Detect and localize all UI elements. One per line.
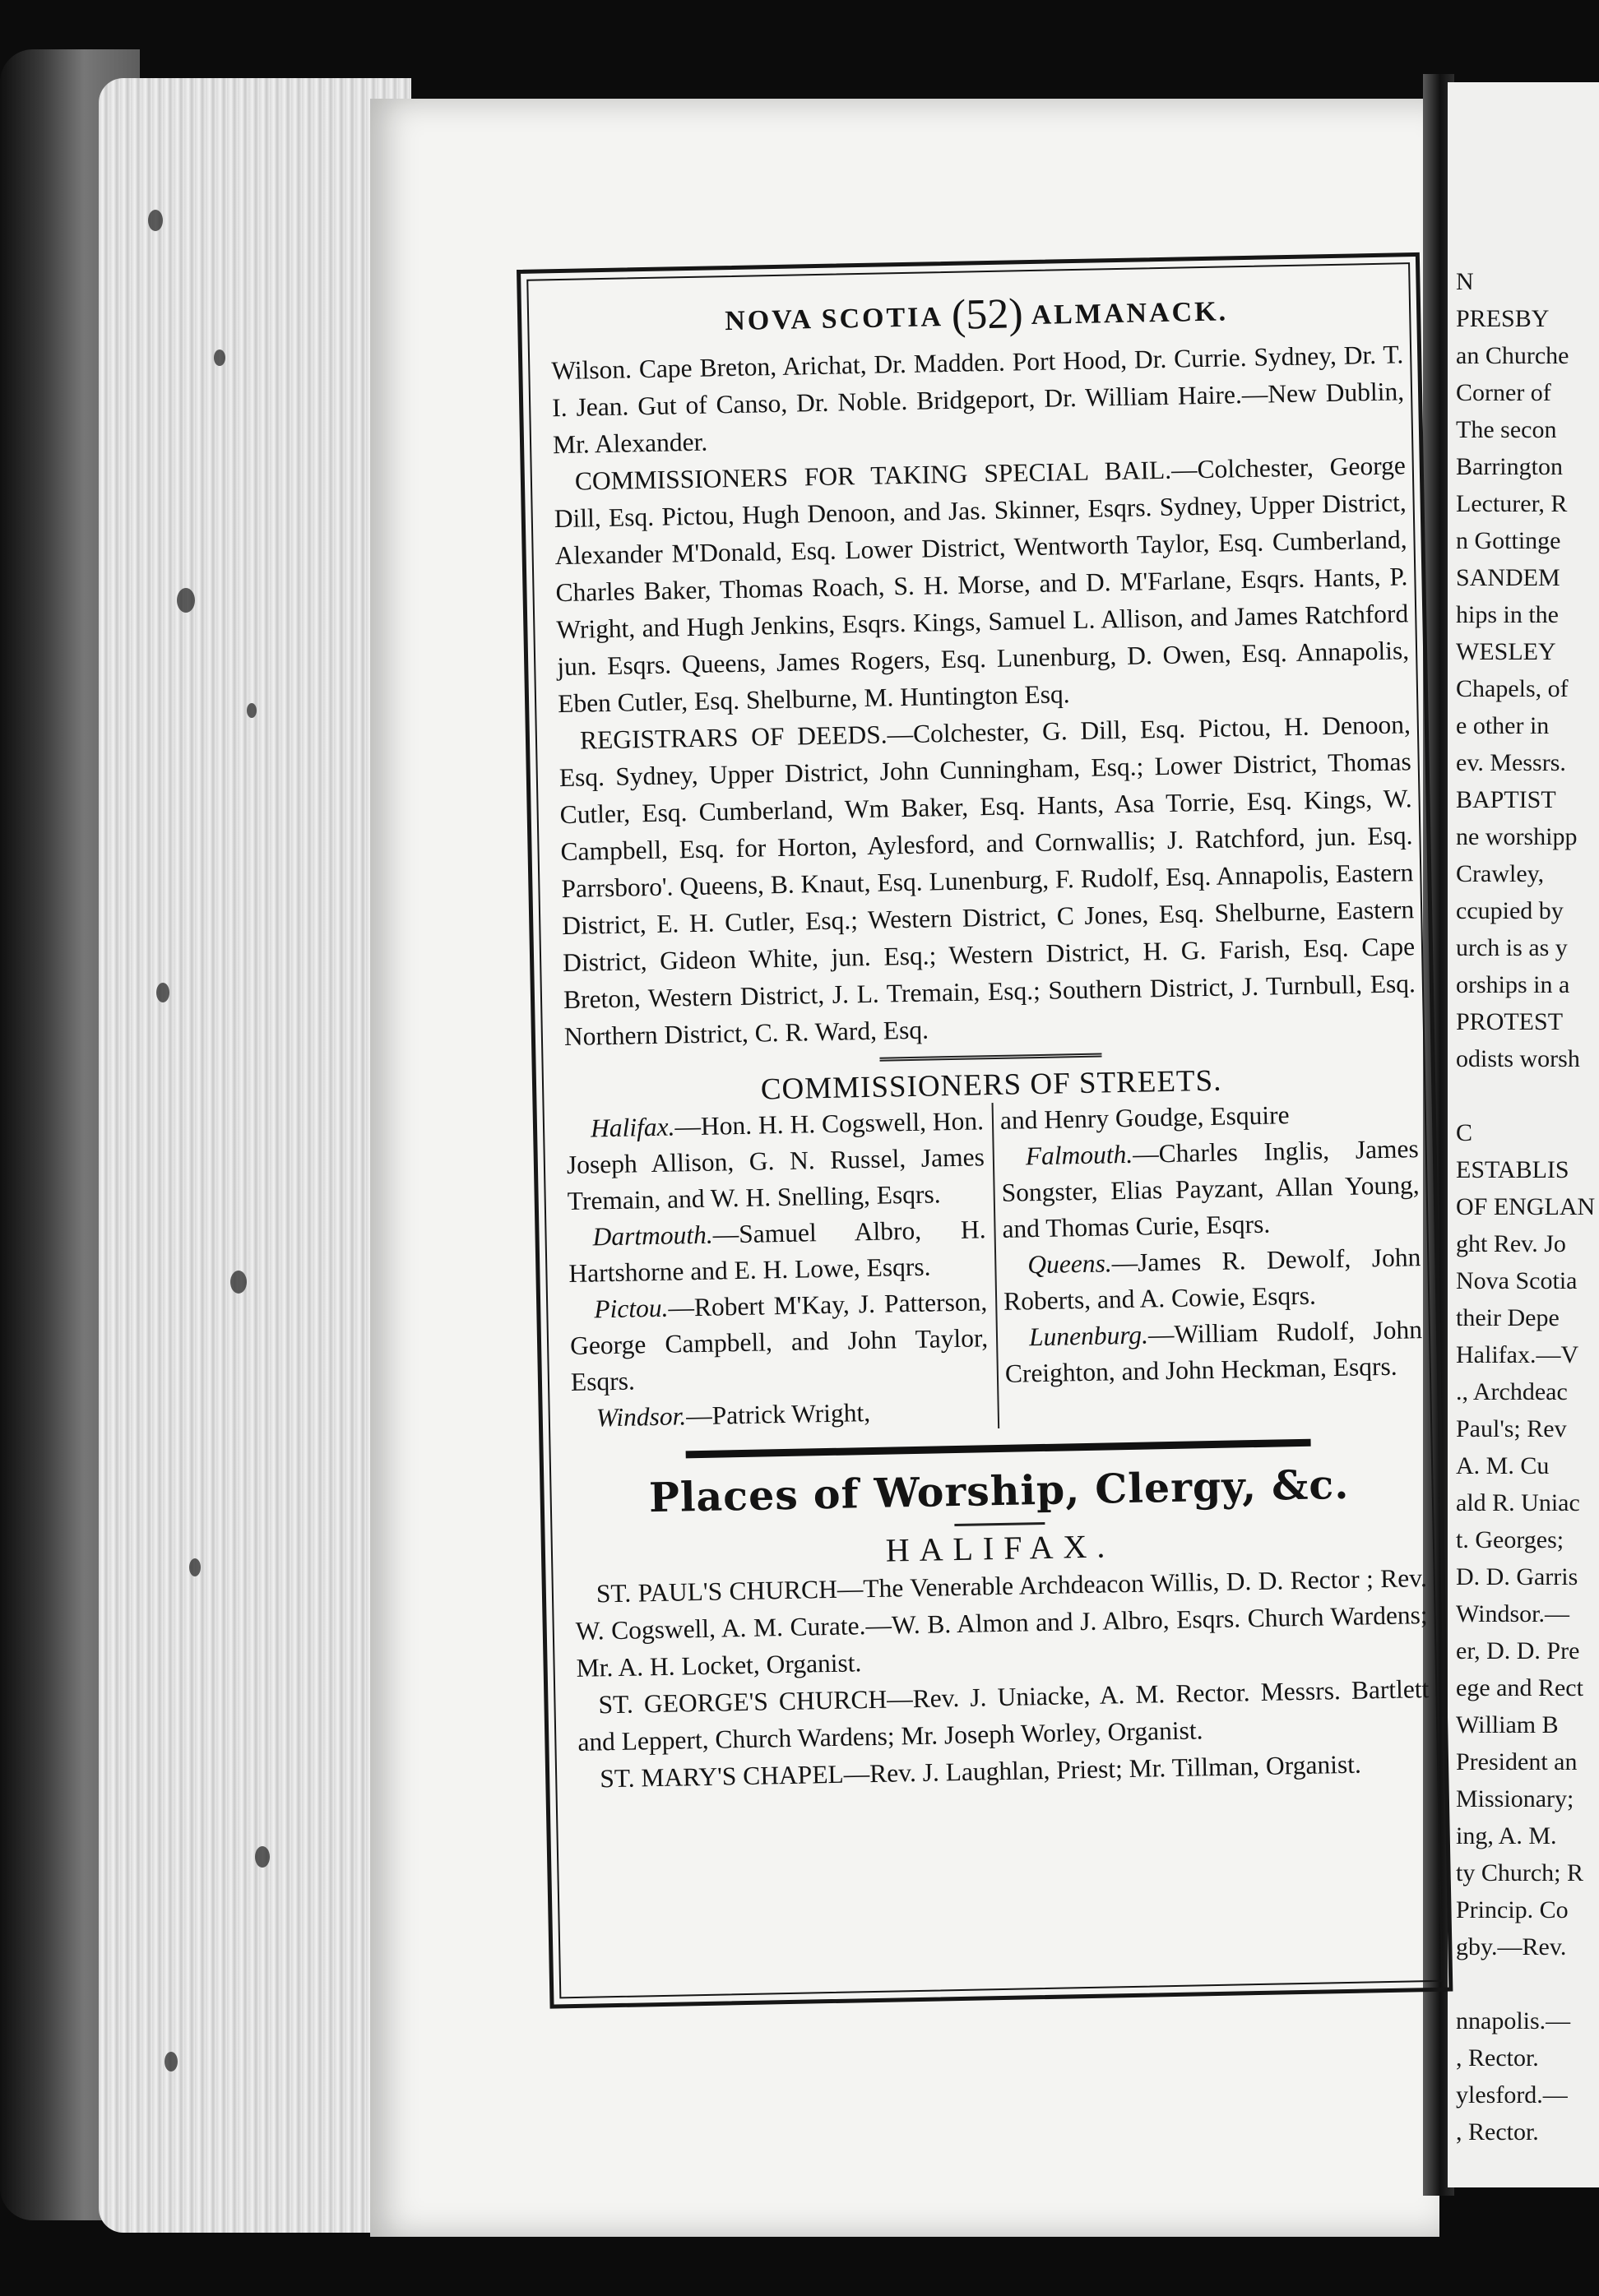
facing-page-line: , Rector. xyxy=(1456,2118,1539,2146)
entry-text: —Patrick Wright, xyxy=(685,1398,871,1431)
facing-page-line: an Churche xyxy=(1456,342,1569,369)
church-details: —Rev. J. Uniacke, A. M. Rector. Messrs. Bartlett and Leppert, Church Wardens; Mr. Joseph Worley, Organist. xyxy=(577,1674,1430,1757)
title-underline xyxy=(954,1522,1045,1526)
worship-title: Places of Worship, Clergy, &c. xyxy=(648,1460,1350,1522)
page-frame xyxy=(517,252,1453,2009)
facing-page-line: Paul's; Rev xyxy=(1456,1415,1567,1442)
streets-columns xyxy=(566,1095,1424,1437)
foxing-spot xyxy=(214,349,225,366)
page-content xyxy=(526,262,1443,1998)
church-details: —Rev. J. Laughlan, Priest; Mr. Tillman, Organist. xyxy=(843,1749,1362,1789)
facing-page-line: OF ENGLAN xyxy=(1456,1193,1596,1220)
facing-page-line: nnapolis.— xyxy=(1456,2007,1571,2034)
foxing-spot xyxy=(165,2052,178,2071)
foxing-spot xyxy=(255,1846,270,1868)
facing-page-line: ege and Rect xyxy=(1456,1674,1583,1701)
facing-page-line xyxy=(1456,1965,1595,2002)
streets-entry xyxy=(1003,1239,1422,1320)
entry-text: —Charles Inglis, James Songster, Elias Payzant, Allan Young, and Thomas Curie, Esqrs. xyxy=(1001,1134,1420,1243)
facing-page-line: SANDEM xyxy=(1456,564,1560,591)
facing-page-line: ty Church; R xyxy=(1456,1859,1583,1886)
facing-page-line: , Rector. xyxy=(1456,2044,1539,2071)
streets-entry xyxy=(1004,1312,1424,1392)
town-name: Lunenburg. xyxy=(1028,1320,1149,1352)
entry-text: —Robert M'Kay, J. Patterson, George Campbell, and John Taylor, Esqrs. xyxy=(569,1287,989,1396)
facing-page-line: ne worshipp xyxy=(1456,823,1578,850)
streets-entry xyxy=(568,1211,987,1292)
town-name: Dartmouth. xyxy=(592,1220,714,1252)
heavy-divider xyxy=(686,1439,1311,1459)
facing-page-line: odists worsh xyxy=(1456,1045,1580,1072)
church-name: ST. MARY'S CHAPEL xyxy=(599,1759,845,1794)
facing-page-line: ., Archdeac xyxy=(1456,1378,1568,1405)
church-details: —The Venerable Archdeacon Willis, D. D. Rector ; Rev. W. Cogswell, A. M. Curate.—W. B. Almon and J. Albro, Esqrs. Church Wardens; Mr. A. H. Locket, Organist. xyxy=(575,1563,1428,1683)
town-name: Halifax. xyxy=(590,1112,675,1143)
facing-page-line: ccupied by xyxy=(1456,897,1564,924)
streets-entry xyxy=(566,1103,985,1220)
foxing-spot xyxy=(156,983,169,1002)
entry-text: —Samuel Albro, H. Hartshorne and E. H. Lowe, Esqrs. xyxy=(568,1215,986,1289)
entry-text: —Hon. H. H. Cogswell, Hon. Joseph Allison, G. N. Russel, James Tremain, and W. H. Snelling, Esqrs. xyxy=(566,1106,985,1216)
facing-page-line: ev. Messrs. xyxy=(1456,749,1566,776)
facing-page-line: e other in xyxy=(1456,712,1550,739)
facing-page-line: gby.—Rev. xyxy=(1456,1933,1567,1960)
facing-page-line: C xyxy=(1456,1119,1473,1146)
foxing-spot xyxy=(148,210,163,231)
facing-page-line: t. Georges; xyxy=(1456,1526,1564,1553)
intro-paragraph: Wilson. Cape Breton, Arichat, Dr. Madden. Port Hood, Dr. Currie. Sydney, Dr. T. I. Jean. Gut of Canso, Dr. Noble. Bridgeport, Dr. William Haire.—New Dublin, Mr. Alexander. xyxy=(551,340,1405,460)
facing-page-line: PRESBY xyxy=(1456,305,1550,332)
facing-page-line: ght Rev. Jo xyxy=(1456,1230,1566,1257)
facing-page-line: ald R. Uniac xyxy=(1456,1489,1580,1516)
page-number: (52) xyxy=(951,290,1024,339)
entry-text: —James R. Dewolf, John Roberts, and A. Cowie, Esqrs. xyxy=(1003,1243,1421,1316)
streets-entry xyxy=(569,1284,989,1400)
facing-page-line: ing, A. M. xyxy=(1456,1822,1557,1849)
streets-entry xyxy=(1000,1131,1420,1248)
facing-page-line: Chapels, of xyxy=(1456,675,1569,702)
foxing-spot xyxy=(177,588,195,613)
church-name: ST. GEORGE'S CHURCH xyxy=(598,1684,888,1720)
facing-page-line: Corner of xyxy=(1456,379,1551,406)
facing-page-line: Crawley, xyxy=(1456,860,1545,887)
facing-page xyxy=(1448,82,1599,2187)
streets-left-column xyxy=(566,1103,999,1437)
facing-page-line: The secon xyxy=(1456,416,1557,443)
facing-page-line: their Depe xyxy=(1456,1304,1560,1331)
town-name: Pictou. xyxy=(593,1293,669,1324)
facing-page-line: President an xyxy=(1456,1748,1578,1775)
church-name: ST. PAUL'S CHURCH xyxy=(596,1574,838,1609)
streets-continuation: and Henry Goudge, Esquire xyxy=(999,1100,1290,1135)
facing-page-line: ESTABLIS xyxy=(1456,1156,1569,1183)
facing-page-line: BAPTIST xyxy=(1456,786,1556,813)
facing-page-line: Halifax.—V xyxy=(1456,1341,1579,1368)
facing-page-line: ylesford.— xyxy=(1456,2081,1568,2109)
facing-page-line: urch is as y xyxy=(1456,934,1568,961)
facing-page-line: orships in a xyxy=(1456,971,1570,998)
foxing-spot xyxy=(189,1558,201,1576)
town-name: Queens. xyxy=(1027,1248,1113,1280)
facing-page-line: PROTEST xyxy=(1456,1008,1564,1035)
registrars-paragraph: REGISTRARS OF DEEDS.—Colchester, G. Dill, Esq. Pictou, H. Denoon, Esq. Sydney, Upper District, John Cunningham, Esq.; Lower District, Thomas Cutler, Esq. Cumberland, Wm Baker, Esq. Hants, Asa Torrie, Esq. Kings, W. Campbell, Esq. for Horton, Aylesford, and Cornwallis; J. Ratchford, jun. Esq. Parrsboro'. Queens, B. Knaut, Esq. Lunenburg, F. Rudolf, Esq. Annapolis, Eastern District, E. H. Cutler, Esq.; Western District, C Jones, Esq. Shelburne, Eastern District, Gideon White, jun. Esq.; Western District, H. G. Farish, Esq. Cape Breton, Western District, J. L. Tremain, Esq.; Southern District, J. Turnbull, Esq. Northern District, C. R. Ward, Esq. xyxy=(558,710,1416,1052)
facing-page-line: Lecturer, R xyxy=(1456,490,1568,517)
facing-page-line: A. M. Cu xyxy=(1456,1452,1550,1479)
facing-page-line: William B xyxy=(1456,1711,1559,1738)
special-bail-paragraph: COMMISSIONERS FOR TAKING SPECIAL BAIL.—Colchester, George Dill, Esq. Pictou, Hugh Denoon, and Jas. Skinner, Esqrs. Sydney, Upper District, Alexander M'Donald, Esq. Lower District, Wentworth Taylor, Esq. Cumberland, Charles Baker, Thomas Roach, S. H. Morse, and D. M'Farlane, Esqrs. Hants, P. Wright, and Hugh Jenkins, Esqrs. Kings, Samuel L. Allison, and James Ratchford jun. Esqrs. Queens, James Rogers, Esq. Lunenburg, D. Owen, Esq. Annapolis, Eben Cutler, Esq. Shelburne, M. Huntington Esq. xyxy=(554,451,1410,719)
header-right: ALMANACK. xyxy=(1031,296,1229,331)
streets-entry xyxy=(571,1392,990,1437)
facing-page-line: Barrington xyxy=(1456,453,1563,480)
facing-page-line: Windsor.— xyxy=(1456,1600,1569,1627)
entry-text: —William Rudolf, John Creighton, and John Heckman, Esqrs. xyxy=(1004,1315,1423,1388)
facing-page-line: Nova Scotia xyxy=(1456,1267,1578,1294)
town-name: Windsor. xyxy=(596,1401,687,1433)
facing-page-line: Princip. Co xyxy=(1456,1896,1569,1923)
facing-page-line: N xyxy=(1456,268,1474,295)
facing-page-line: D. D. Garris xyxy=(1456,1563,1578,1590)
streets-title: COMMISSIONERS OF STREETS. xyxy=(760,1063,1222,1107)
city-heading: HALIFAX. xyxy=(885,1527,1115,1569)
streets-right-column xyxy=(992,1095,1425,1428)
facing-page-line: n Gottinge xyxy=(1456,527,1561,554)
page-edges xyxy=(99,78,411,2233)
foxing-spot xyxy=(247,703,257,718)
facing-page-line: WESLEY xyxy=(1456,638,1556,665)
facing-page-line: Missionary; xyxy=(1456,1785,1574,1812)
church-entry xyxy=(574,1559,1428,1687)
section-divider xyxy=(879,1053,1101,1065)
facing-page-line: er, D. D. Pre xyxy=(1456,1637,1580,1664)
facing-page-line xyxy=(1456,1077,1595,1114)
header-left: NOVA SCOTIA xyxy=(724,302,944,337)
facing-page-text xyxy=(1456,263,1595,2150)
town-name: Falmouth. xyxy=(1025,1139,1133,1171)
facing-page-line: hips in the xyxy=(1456,601,1559,628)
foxing-spot xyxy=(230,1271,247,1294)
